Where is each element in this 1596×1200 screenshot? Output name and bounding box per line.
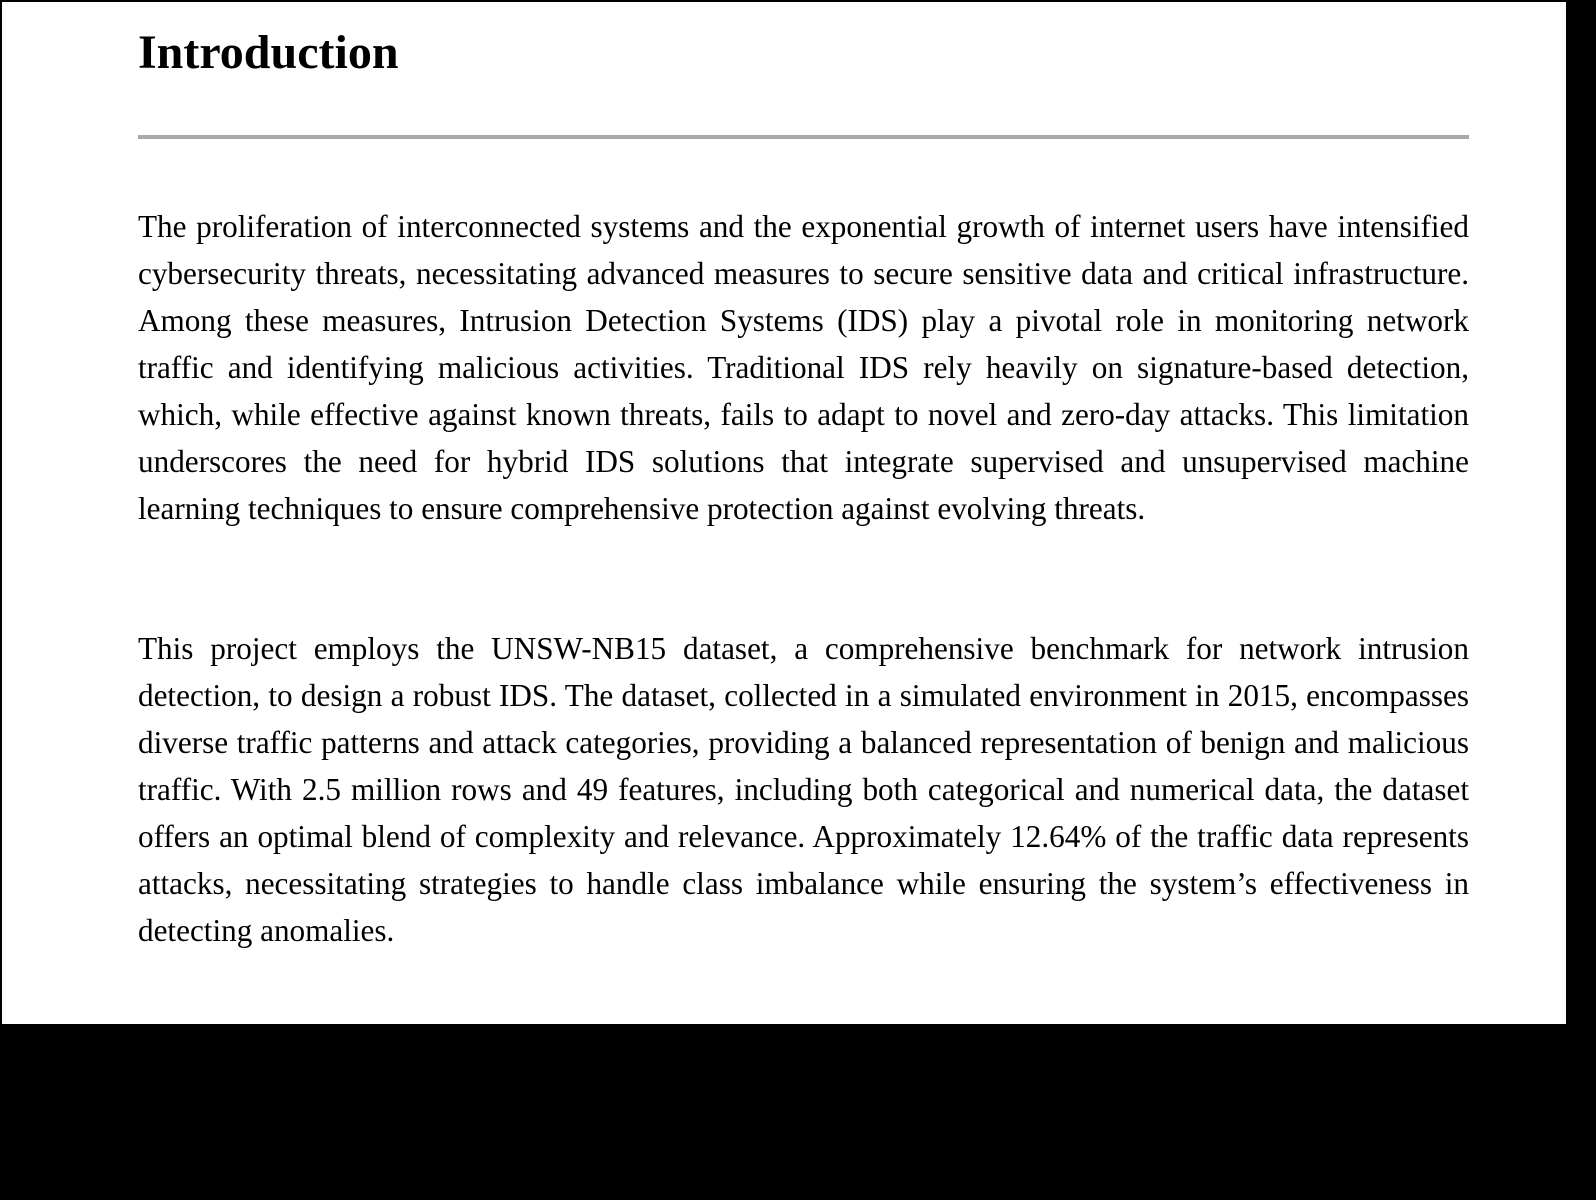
black-margin bbox=[0, 1024, 1596, 1200]
paragraph-2: This project employs the UNSW-NB15 dataset, a comprehensive benchmark for network intrusion detection, to design a robust IDS. The dataset, collected in a simulated environment in 2015, encompasses diverse traffic patterns and attack categories, providing a balanced representation of benign and malicious traffic. With 2.5 million rows and 49 features, including both categorical and numerical data, the dataset offers an optimal blend of complexity and relevance. Approximately 12.64% of the traffic data represents attacks, necessitating strategies to handle class imbalance while ensuring the system’s effectiveness in detecting anomalies. bbox=[138, 631, 1469, 948]
paragraph-1: The proliferation of interconnected systems and the exponential growth of internet users have intensified cybersecurity threats, necessitating advanced measures to secure sensitive data and critical infrastructure. Among these measures, Intrusion Detection Systems (IDS) play a pivotal role in monitoring network traffic and identifying malicious activities. Traditional IDS rely heavily on signature-based detection, which, while effective against known threats, fails to adapt to novel and zero-day attacks. This limitation underscores the need for hybrid IDS solutions that integrate supervised and unsupervised machine learning techniques to ensure comprehensive protection against evolving threats. bbox=[138, 209, 1469, 526]
section-heading: Introduction bbox=[138, 26, 399, 79]
heading-divider bbox=[138, 135, 1469, 139]
